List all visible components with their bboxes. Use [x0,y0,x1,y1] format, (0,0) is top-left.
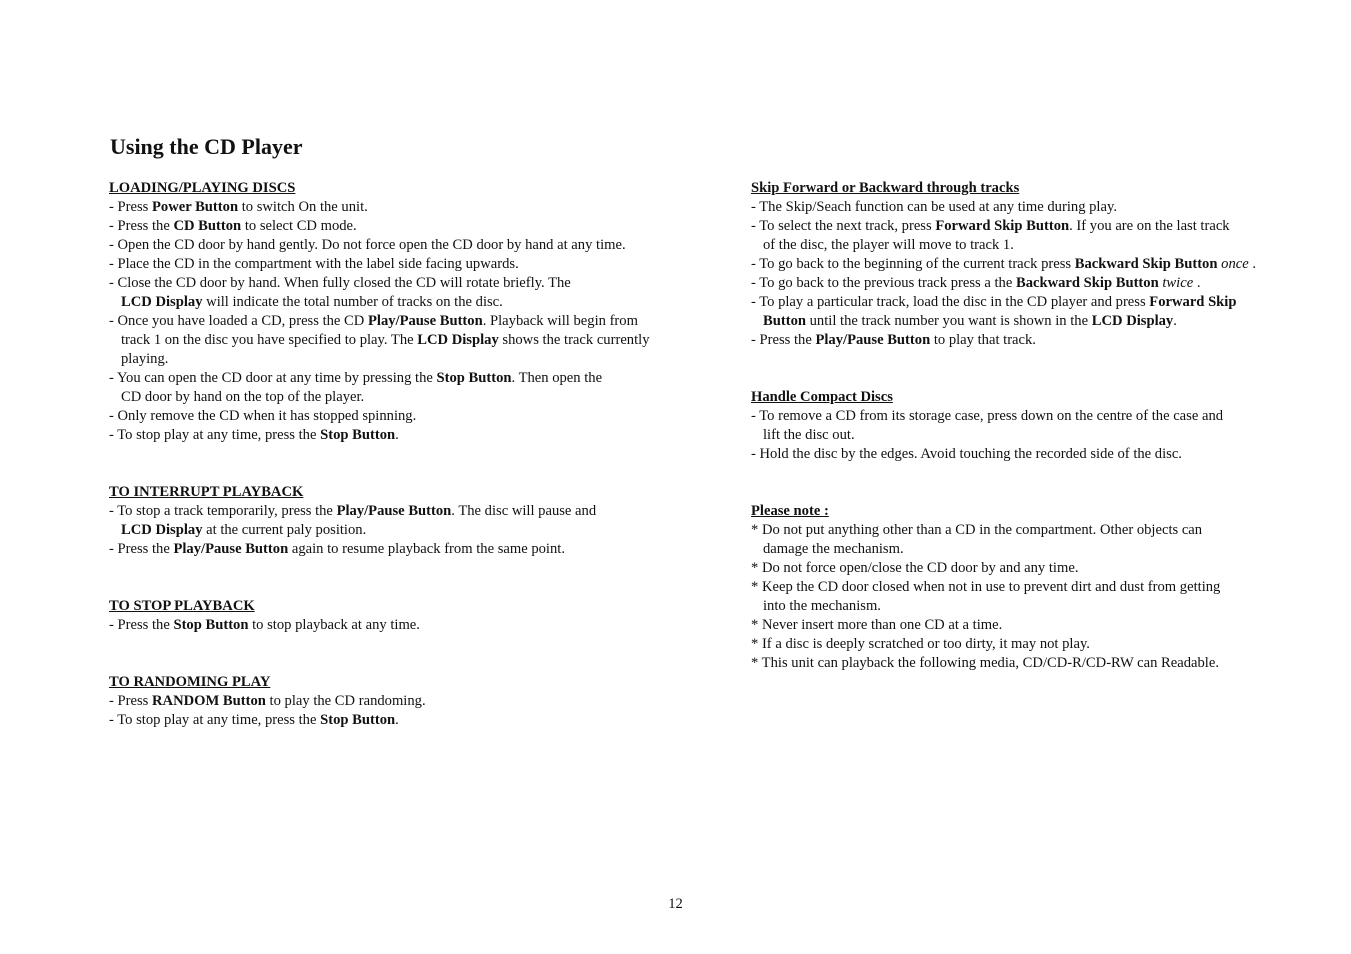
text-line [751,578,1311,597]
text-line [109,388,709,407]
bold-term: Forward Skip Button [935,218,1070,234]
text-run: - Open the CD door by hand gently. Do not force open the CD door by hand at any time. [109,237,626,253]
text-run: - To stop play at any time, press the [109,712,321,728]
bold-term: Play/Pause Button [336,503,452,519]
text-line [751,274,1311,293]
text-run: - To go back to the previous track press a the [751,275,1016,291]
text-run: . [1173,313,1177,329]
bold-term: Play/Pause Button [815,332,931,348]
italic-term: once [1221,256,1249,272]
text-line [751,635,1311,654]
bold-term: CD Button [173,218,242,234]
bold-term: Forward Skip [1149,294,1237,310]
text-run: * If a disc is deeply scratched or too dirty, it may not play. [751,636,1090,652]
section-heading: TO STOP PLAYBACK [109,598,255,614]
text-line [109,217,709,236]
bold-term: Backward Skip Button [1015,275,1159,291]
section-heading: LOADING/PLAYING DISCS [109,180,296,196]
bold-term: Play/Pause Button [367,313,483,329]
text-run: - To go back to the beginning of the current track press [751,256,1075,272]
text-line [109,616,709,635]
text-run: into the mechanism. [763,598,881,614]
text-line [109,350,709,369]
text-line [109,236,709,255]
text-run: . Playback will begin from [482,313,638,329]
text-line [751,559,1311,578]
italic-term: twice [1162,275,1194,291]
text-line [109,502,709,521]
text-line [751,597,1311,616]
bold-term: LCD Display [1091,313,1174,329]
text-run: - Press the [109,617,174,633]
text-run: until the track number you want is shown in the [805,313,1092,329]
right-column [751,179,1311,673]
section-skip-tracks [751,179,1311,350]
text-run: . [1248,256,1256,272]
section-please-note [751,502,1311,673]
section-heading: Handle Compact Discs [751,389,893,405]
text-run: - To play a particular track, load the disc in the CD player and press [751,294,1150,310]
text-line [109,692,709,711]
text-line [751,654,1311,673]
text-line [109,293,709,312]
bold-term: RANDOM Button [151,693,266,709]
text-run: - Press [109,693,152,709]
text-run: . Then open the [511,370,603,386]
bold-term: LCD Display [417,332,499,348]
section-body [751,198,1311,350]
text-line [109,426,709,445]
bold-term: Play/Pause Button [173,541,289,557]
bold-term: LCD Display [121,522,203,538]
page-number: 12 [668,896,683,912]
text-run: * Never insert more than one CD at a time. [751,617,1003,633]
section-body [751,407,1311,464]
text-line [109,369,709,388]
text-run: to select CD mode. [241,218,357,234]
text-run: to play that track. [930,332,1036,348]
text-line [751,521,1311,540]
text-line [109,521,709,540]
text-run: * This unit can playback the following media, CD/CD-R/CD-RW can Readable. [751,655,1219,671]
text-run: - Once you have loaded a CD, press the CD [109,313,368,329]
bold-term: Stop Button [320,427,396,443]
section-body [109,502,709,559]
bold-term: Stop Button [320,712,396,728]
text-run: * Keep the CD door closed when not in use to prevent dirt and dust from getting [751,579,1221,595]
section-heading: Please note : [751,503,829,519]
section-heading: TO RANDOMING PLAY [109,674,271,690]
text-run: - Hold the disc by the edges. Avoid touching the recorded side of the disc. [751,446,1182,462]
text-line [751,331,1311,350]
text-run: lift the disc out. [763,427,855,443]
text-run: again to resume playback from the same point. [288,541,565,557]
bold-term: LCD Display [121,294,203,310]
text-run: . The disc will pause and [451,503,597,519]
text-run: damage the mechanism. [763,541,904,557]
text-run: . [395,427,399,443]
text-line [109,255,709,274]
text-line [751,217,1311,236]
text-run: - Press the [751,332,816,348]
text-run: track 1 on the disc you have specified to play. The [121,332,418,348]
text-run: shows the track currently [498,332,650,348]
page-title: Using the CD Player [110,134,303,159]
text-run: - Close the CD door by hand. When fully closed the CD will rotate briefly. The [109,275,571,291]
text-run: to stop playback at any time. [248,617,420,633]
text-run: CD door by hand on the top of the player. [121,389,365,405]
text-line [751,236,1311,255]
section-heading: TO INTERRUPT PLAYBACK [109,484,304,500]
bold-term: Power Button [151,199,239,215]
text-line [751,312,1311,331]
text-line [751,540,1311,559]
bold-term: Button [763,313,806,329]
text-run: . If you are on the last track [1069,218,1230,234]
bold-term: Backward Skip Button [1074,256,1218,272]
text-line [751,407,1311,426]
text-run: - Only remove the CD when it has stopped spinning. [109,408,417,424]
text-run: - The Skip/Seach function can be used at any time during play. [751,199,1117,215]
text-line [109,331,709,350]
text-run: to play the CD randoming. [265,693,426,709]
text-line [751,616,1311,635]
text-line [751,293,1311,312]
text-run: . [395,712,399,728]
text-run: playing. [121,351,169,367]
bold-term: Stop Button [173,617,249,633]
text-line [109,274,709,293]
text-line [751,255,1311,274]
text-run: * Do not force open/close the CD door by and any time. [751,560,1079,576]
text-run: - Press the [109,218,174,234]
text-run: * Do not put anything other than a CD in the compartment. Other objects can [751,522,1203,538]
text-run: - To stop play at any time, press the [109,427,321,443]
section-body [109,198,709,445]
text-line [751,426,1311,445]
section-stop-playback [109,597,709,635]
text-run: of the disc, the player will move to track 1. [763,237,1014,253]
section-handle-discs [751,388,1311,464]
text-run: at the current paly position. [202,522,367,538]
text-run: . [1193,275,1201,291]
text-run: - To stop a track temporarily, press the [109,503,337,519]
text-run: to switch On the unit. [238,199,368,215]
section-loading-playing [109,179,709,445]
left-column [109,179,709,730]
text-line [109,198,709,217]
text-line [109,312,709,331]
text-run: - Press [109,199,152,215]
text-run: will indicate the total number of tracks on the disc. [202,294,503,310]
bold-term: Stop Button [436,370,512,386]
text-line [751,445,1311,464]
text-line [109,540,709,559]
text-run: - To remove a CD from its storage case, press down on the centre of the case and [751,408,1224,424]
text-run: - To select the next track, press [751,218,936,234]
text-line [109,711,709,730]
text-line [109,407,709,426]
text-run: - Place the CD in the compartment with the label side facing upwards. [109,256,519,272]
text-line [751,198,1311,217]
section-body [751,521,1311,673]
section-body [109,692,709,730]
section-heading: Skip Forward or Backward through tracks [751,180,1020,196]
section-random-play [109,673,709,730]
text-run: - Press the [109,541,174,557]
section-interrupt-playback [109,483,709,559]
text-run: - You can open the CD door at any time by pressing the [109,370,437,386]
section-body [109,616,709,635]
